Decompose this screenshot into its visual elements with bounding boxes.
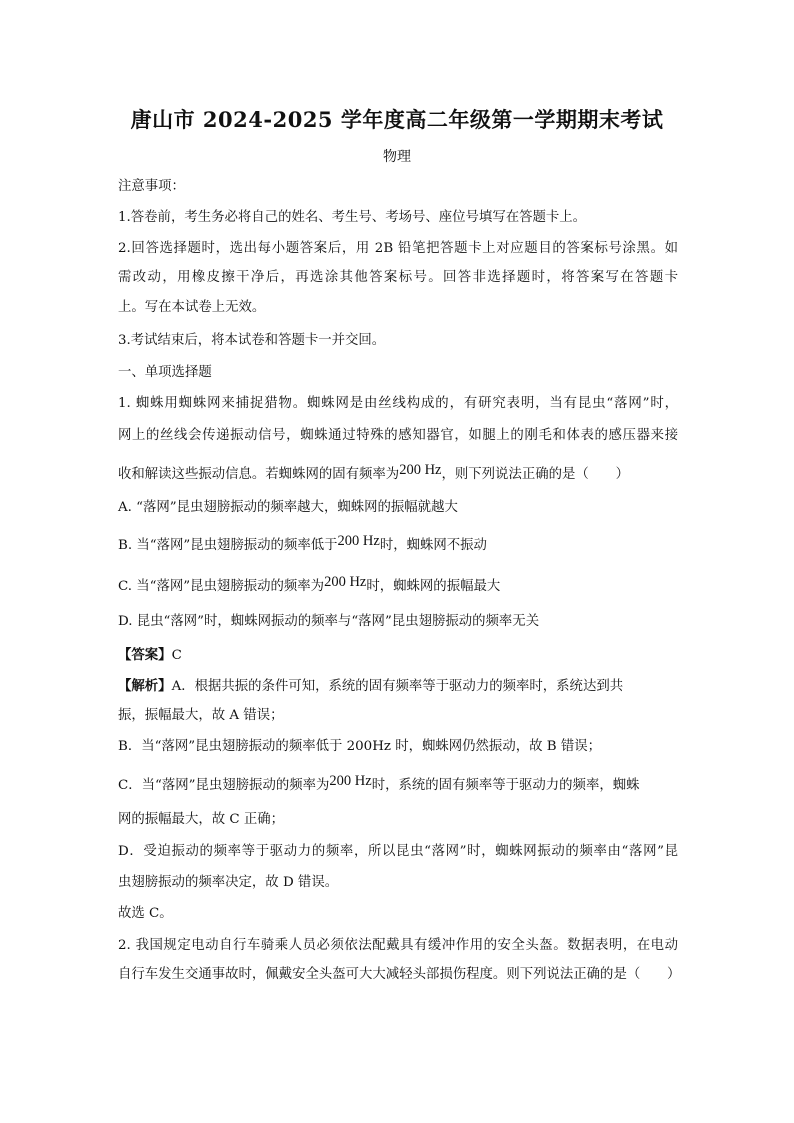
q1-conclusion: 故选 C。 bbox=[118, 906, 173, 921]
q1-option-a: A. “落网”昆虫翅膀振动的频率越大，蜘蛛网的振幅就越大 bbox=[118, 500, 458, 515]
q1-option-b bbox=[118, 535, 678, 556]
notice-item-2-line-2: 需改动，用橡皮擦干净后，再选涂其他答案标号。回答非选择题时，将答案写在答题卡 bbox=[118, 270, 678, 285]
analysis-a-text: A．根据共振的条件可知，系统的固有频率等于驱动力的频率时，系统达到共 bbox=[171, 679, 624, 694]
analysis-label: 【解析】 bbox=[118, 678, 172, 694]
q1-analysis-d-line-2: 虫翅膀振动的频率决定，故 D 错误。 bbox=[118, 875, 339, 890]
q1-stem-line-3-text: 收和解读这些振动信息。若蜘蛛网的固有频率为 bbox=[118, 467, 400, 482]
notice-heading: 注意事项： bbox=[118, 179, 185, 194]
q2-stem-line-1: 2. 我国规定电动自行车骑乘人员必须依法配戴具有缓冲作用的安全头盔。数据表明，在电动 bbox=[118, 938, 678, 953]
q1-option-b-freq: 200 Hz bbox=[337, 533, 380, 549]
q1-option-b-end: 时，蜘蛛网不振动 bbox=[379, 538, 487, 553]
q1-analysis-c-line-1 bbox=[118, 775, 678, 796]
q1-option-b-text: B. 当“落网”昆虫翅膀振动的频率低于 bbox=[118, 538, 338, 553]
analysis-c-text: C．当“落网”昆虫翅膀振动的频率为 bbox=[118, 778, 330, 793]
answer-label: 【答案】 bbox=[118, 647, 172, 663]
q1-option-c-freq: 200 Hz bbox=[324, 574, 367, 590]
analysis-c-freq: 200 Hz bbox=[329, 773, 372, 789]
notice-item-3: 3.考试结束后，将本试卷和答题卡一并交回。 bbox=[118, 333, 386, 348]
q1-stem-line-1: 1. 蜘蛛用蜘蛛网来捕捉猎物。蜘蛛网是由丝线构成的，有研究表明，当有昆虫“落网”时， bbox=[118, 396, 678, 411]
q1-analysis-a-line-1 bbox=[118, 676, 678, 697]
q1-analysis-b: B．当“落网”昆虫翅膀振动的频率低于 200Hz 时，蜘蛛网仍然振动，故 B 错误； bbox=[118, 739, 602, 754]
notice-item-1: 1.答卷前，考生务必将自己的姓名、考生号、考场号、座位号填写在答题卡上。 bbox=[118, 210, 587, 225]
q1-stem-line-2: 网上的丝线会传递振动信号，蜘蛛通过特殊的感知器官，如腿上的刚毛和体表的感压器来接 bbox=[118, 428, 678, 443]
q1-freq: 200 Hz bbox=[399, 462, 442, 478]
q1-stem-line-3 bbox=[118, 464, 678, 485]
q1-stem-line-3-end: ，则下列说法正确的是（ ） bbox=[441, 467, 629, 482]
section-heading: 一、单项选择题 bbox=[118, 365, 212, 380]
q1-option-c bbox=[118, 576, 678, 597]
q1-analysis-d-line-1: D．受迫振动的频率等于驱动力的频率，所以昆虫“落网”时，蜘蛛网振动的频率由“落网”昆 bbox=[118, 844, 678, 859]
exam-title: 唐山市 2024-2025 学年度高二年级第一学期期末考试 bbox=[130, 107, 664, 132]
notice-item-2-line-1: 2.回答选择题时，选出每小题答案后，用 2B 铅笔把答题卡上对应题目的答案标号涂黑。如 bbox=[118, 241, 678, 256]
q1-analysis-a-line-2: 振，振幅最大，故 A 错误； bbox=[118, 708, 284, 723]
exam-subject: 物理 bbox=[383, 149, 411, 165]
q1-option-d: D. 昆虫“落网”时，蜘蛛网振动的频率与“落网”昆虫翅膀振动的频率无关 bbox=[118, 614, 540, 629]
q1-analysis-c-line-2: 网的振幅最大，故 C 正确； bbox=[118, 812, 285, 827]
q1-option-c-text: C. 当“落网”昆虫翅膀振动的频率为 bbox=[118, 579, 325, 594]
notice-item-2-line-3: 上。写在本试卷上无效。 bbox=[118, 300, 266, 315]
q1-answer bbox=[118, 645, 678, 666]
q2-stem-line-2: 自行车发生交通事故时，佩戴安全头盔可大大减轻头部损伤程度。则下列说法正确的是（ ） bbox=[118, 967, 681, 982]
answer-value: C bbox=[171, 648, 182, 663]
analysis-c-end: 时，系统的固有频率等于驱动力的频率，蜘蛛 bbox=[371, 778, 640, 793]
q1-option-c-end: 时，蜘蛛网的振幅最大 bbox=[366, 579, 501, 594]
